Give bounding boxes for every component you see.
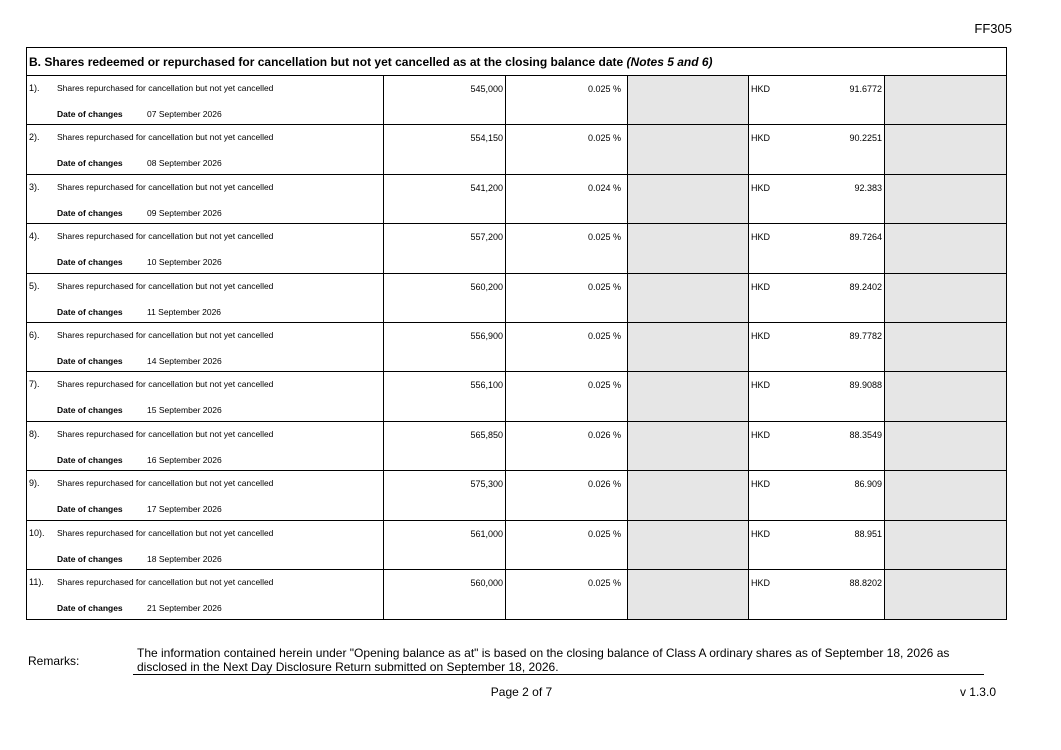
price-per-share: 90.2251 — [849, 133, 882, 144]
shaded-cell — [885, 125, 1006, 173]
currency-code: HKD — [751, 380, 771, 391]
table-row — [27, 274, 1006, 323]
currency-code: HKD — [751, 528, 771, 539]
quantity-cell — [384, 274, 506, 322]
row-description: Shares repurchased for cancellation but not yet cancelled — [57, 132, 274, 143]
shaded-cell — [885, 570, 1006, 619]
row-number: 1). — [29, 83, 40, 93]
currency-code: HKD — [751, 232, 771, 243]
shaded-cell — [885, 471, 1006, 519]
shaded-cell — [885, 422, 1006, 470]
shaded-cell — [885, 224, 1006, 272]
section-notes: (Notes 5 and 6) — [626, 55, 713, 69]
price-per-share: 89.7782 — [849, 330, 882, 341]
description-cell — [27, 372, 384, 420]
date-of-changes-label: Date of changes — [57, 504, 123, 515]
shaded-cell — [885, 521, 1006, 569]
share-percentage: 0.025 % — [587, 133, 621, 144]
date-of-changes-label: Date of changes — [57, 158, 123, 169]
share-percentage: 0.026 % — [587, 479, 621, 490]
share-quantity: 565,850 — [470, 429, 503, 440]
percentage-cell — [506, 521, 628, 569]
share-percentage: 0.025 % — [587, 528, 621, 539]
price-cell — [749, 372, 885, 420]
price-cell — [749, 521, 885, 569]
price-per-share: 89.2402 — [849, 281, 882, 292]
price-cell — [749, 471, 885, 519]
quantity-cell — [384, 323, 506, 371]
row-description: Shares repurchased for cancellation but not yet cancelled — [57, 478, 274, 489]
description-cell — [27, 125, 384, 173]
share-percentage: 0.025 % — [587, 577, 621, 588]
page-number: Page 2 of 7 — [490, 685, 553, 699]
shaded-cell — [885, 274, 1006, 322]
share-percentage: 0.025 % — [587, 380, 621, 391]
description-cell — [27, 323, 384, 371]
section-title — [27, 48, 1006, 76]
row-description: Shares repurchased for cancellation but not yet cancelled — [57, 379, 274, 390]
table-row — [27, 323, 1006, 372]
price-per-share: 91.6772 — [849, 84, 882, 94]
date-of-changes-label: Date of changes — [57, 207, 123, 218]
price-cell — [749, 224, 885, 272]
share-quantity: 560,000 — [470, 577, 503, 588]
shaded-cell — [628, 570, 749, 619]
percentage-cell — [506, 471, 628, 519]
date-of-changes-value: 10 September 2026 — [147, 257, 222, 268]
table-row — [27, 372, 1006, 421]
description-cell — [27, 175, 384, 223]
quantity-cell — [384, 125, 506, 173]
price-per-share: 88.3549 — [849, 429, 882, 440]
price-cell — [749, 125, 885, 173]
share-percentage: 0.026 % — [587, 429, 621, 440]
description-cell — [27, 274, 384, 322]
shaded-cell — [885, 175, 1006, 223]
row-number: 11). — [29, 576, 44, 587]
table-row — [27, 224, 1006, 273]
shaded-cell — [885, 76, 1006, 124]
section-title-text: B. Shares redeemed or repurchased for cancellation but not yet cancelled as at the closing balance date — [29, 55, 624, 69]
price-cell — [749, 570, 885, 619]
price-per-share: 88.8202 — [849, 577, 882, 588]
row-description: Shares repurchased for cancellation but not yet cancelled — [57, 527, 274, 538]
price-per-share: 86.909 — [854, 479, 882, 490]
form-code: FF305 — [974, 21, 1012, 36]
date-of-changes-value: 11 September 2026 — [147, 306, 222, 317]
percentage-cell — [506, 125, 628, 173]
date-of-changes-value: 07 September 2026 — [147, 109, 222, 119]
version-label: v 1.3.0 — [959, 685, 996, 699]
date-of-changes-value: 17 September 2026 — [147, 504, 222, 515]
shaded-cell — [628, 125, 749, 173]
table-row — [27, 521, 1006, 570]
shaded-cell — [885, 372, 1006, 420]
date-of-changes-value: 18 September 2026 — [147, 553, 222, 564]
currency-code: HKD — [751, 182, 771, 193]
shares-repurchased-section — [26, 47, 1007, 620]
table-row — [27, 175, 1006, 224]
percentage-cell — [506, 224, 628, 272]
price-cell — [749, 76, 885, 124]
table-row — [27, 125, 1006, 174]
description-cell — [27, 570, 384, 619]
date-of-changes-label: Date of changes — [57, 355, 123, 366]
description-cell — [27, 422, 384, 470]
shaded-cell — [628, 471, 749, 519]
date-of-changes-label: Date of changes — [57, 306, 123, 317]
row-number: 7). — [29, 379, 40, 390]
date-of-changes-label: Date of changes — [57, 553, 123, 564]
percentage-cell — [506, 323, 628, 371]
quantity-cell — [384, 372, 506, 420]
date-of-changes-value: 21 September 2026 — [147, 602, 222, 613]
table-row — [27, 422, 1006, 471]
share-quantity: 554,150 — [470, 133, 503, 144]
remarks-label: Remarks: — [28, 654, 80, 668]
row-description: Shares repurchased for cancellation but not yet cancelled — [57, 181, 274, 192]
share-quantity: 575,300 — [470, 479, 503, 490]
currency-code: HKD — [751, 133, 771, 144]
percentage-cell — [506, 372, 628, 420]
row-number: 4). — [29, 231, 40, 242]
share-quantity: 545,000 — [470, 84, 503, 94]
price-per-share: 89.9088 — [849, 380, 882, 391]
row-description: Shares repurchased for cancellation but not yet cancelled — [57, 83, 274, 93]
repurchase-rows — [27, 76, 1006, 619]
price-per-share: 89.7264 — [849, 232, 882, 243]
row-number: 8). — [29, 428, 40, 439]
shaded-cell — [628, 224, 749, 272]
date-of-changes-value: 15 September 2026 — [147, 405, 222, 416]
share-quantity: 541,200 — [470, 182, 503, 193]
quantity-cell — [384, 570, 506, 619]
shaded-cell — [628, 422, 749, 470]
date-of-changes-label: Date of changes — [57, 454, 123, 465]
percentage-cell — [506, 76, 628, 124]
row-number: 6). — [29, 329, 40, 340]
currency-code: HKD — [751, 429, 771, 440]
price-cell — [749, 175, 885, 223]
date-of-changes-value: 08 September 2026 — [147, 158, 222, 169]
row-number: 5). — [29, 280, 40, 291]
share-percentage: 0.024 % — [587, 182, 621, 193]
shaded-cell — [628, 175, 749, 223]
shaded-cell — [628, 323, 749, 371]
date-of-changes-label: Date of changes — [57, 602, 123, 613]
shaded-cell — [885, 323, 1006, 371]
percentage-cell — [506, 274, 628, 322]
share-quantity: 556,100 — [470, 380, 503, 391]
row-number: 10). — [29, 527, 45, 538]
table-row — [27, 76, 1006, 125]
date-of-changes-value: 14 September 2026 — [147, 355, 222, 366]
price-cell — [749, 274, 885, 322]
shaded-cell — [628, 274, 749, 322]
row-number: 3). — [29, 181, 40, 192]
date-of-changes-label: Date of changes — [57, 405, 123, 416]
date-of-changes-value: 16 September 2026 — [147, 454, 222, 465]
percentage-cell — [506, 422, 628, 470]
share-quantity: 561,000 — [470, 528, 503, 539]
row-description: Shares repurchased for cancellation but not yet cancelled — [57, 280, 274, 291]
currency-code: HKD — [751, 577, 771, 588]
row-number: 2). — [29, 132, 40, 143]
shaded-cell — [628, 372, 749, 420]
shaded-cell — [628, 76, 749, 124]
date-of-changes-label: Date of changes — [57, 257, 123, 268]
date-of-changes-value: 09 September 2026 — [147, 207, 222, 218]
share-quantity: 560,200 — [470, 281, 503, 292]
price-per-share: 88.951 — [854, 528, 882, 539]
share-percentage: 0.025 % — [587, 232, 621, 243]
share-percentage: 0.025 % — [587, 84, 621, 94]
currency-code: HKD — [751, 84, 771, 94]
quantity-cell — [384, 471, 506, 519]
share-percentage: 0.025 % — [587, 330, 621, 341]
share-quantity: 557,200 — [470, 232, 503, 243]
table-row — [27, 570, 1006, 619]
currency-code: HKD — [751, 330, 771, 341]
description-cell — [27, 224, 384, 272]
quantity-cell — [384, 521, 506, 569]
share-quantity: 556,900 — [470, 330, 503, 341]
remarks-text: The information contained herein under "Opening balance as at" is based on the closing balance of Class A ordinary shares as of September 18, 2026 as disclosed in the Next Day Disclosure Return submitted on September 18, 2026. — [133, 646, 984, 675]
row-description: Shares repurchased for cancellation but not yet cancelled — [57, 576, 274, 587]
row-description: Shares repurchased for cancellation but not yet cancelled — [57, 329, 274, 340]
row-number: 9). — [29, 478, 40, 489]
price-per-share: 92.383 — [854, 182, 882, 193]
currency-code: HKD — [751, 281, 771, 292]
quantity-cell — [384, 422, 506, 470]
row-description: Shares repurchased for cancellation but not yet cancelled — [57, 231, 274, 242]
shaded-cell — [628, 521, 749, 569]
price-cell — [749, 422, 885, 470]
percentage-cell — [506, 570, 628, 619]
price-cell — [749, 323, 885, 371]
quantity-cell — [384, 175, 506, 223]
description-cell — [27, 521, 384, 569]
quantity-cell — [384, 224, 506, 272]
quantity-cell — [384, 76, 506, 124]
percentage-cell — [506, 175, 628, 223]
currency-code: HKD — [751, 479, 771, 490]
table-row — [27, 471, 1006, 520]
row-description: Shares repurchased for cancellation but not yet cancelled — [57, 428, 274, 439]
share-percentage: 0.025 % — [587, 281, 621, 292]
description-cell — [27, 76, 384, 124]
description-cell — [27, 471, 384, 519]
date-of-changes-label: Date of changes — [57, 109, 123, 119]
